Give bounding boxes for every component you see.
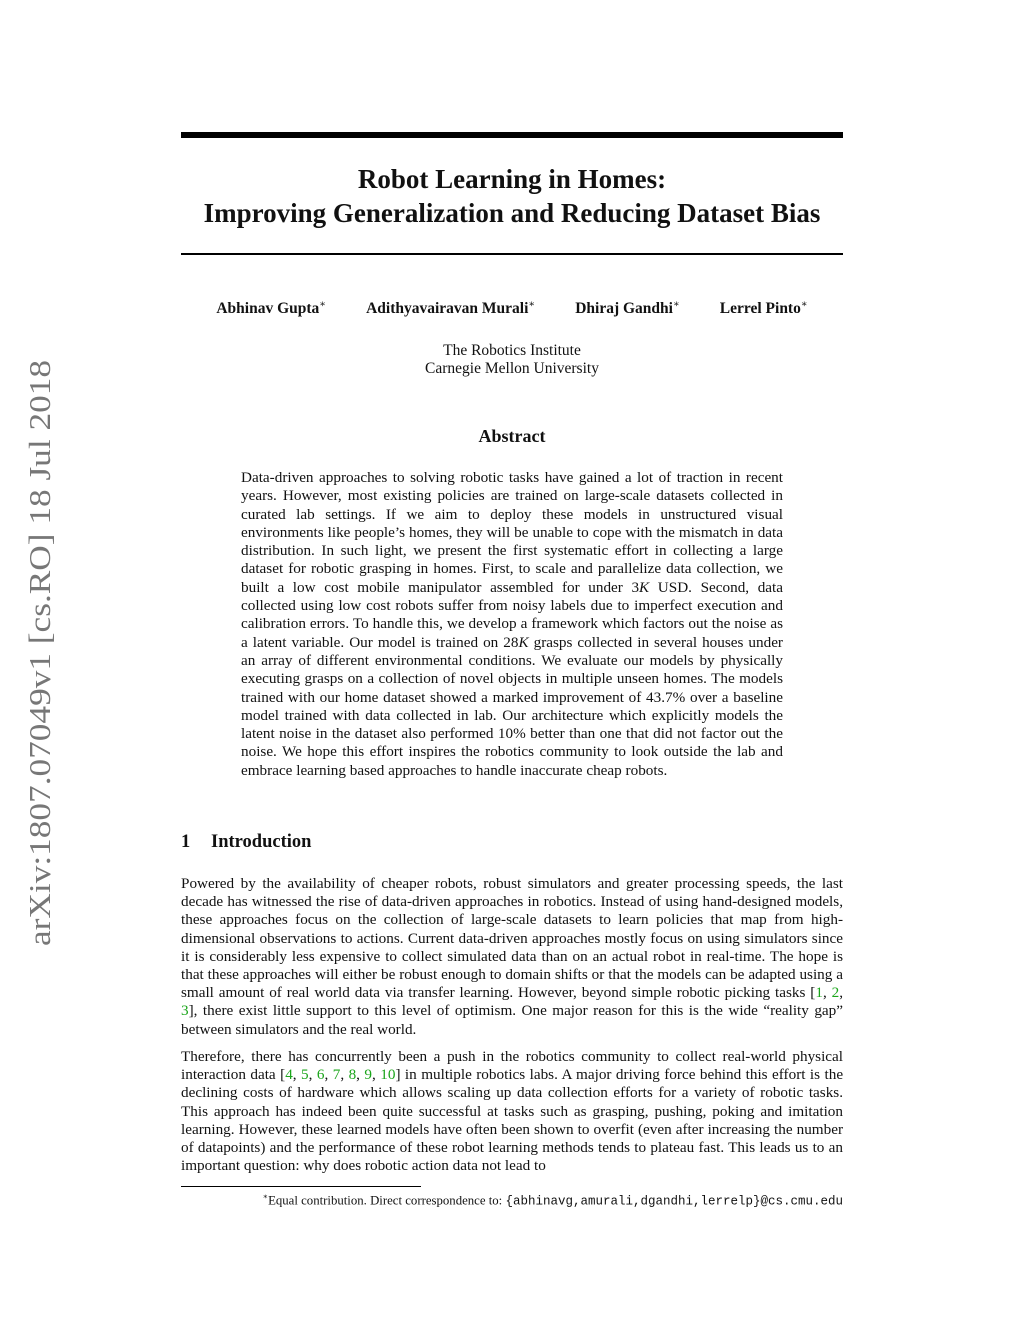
arxiv-identifier: arXiv:1807.07049v1 [cs.RO] 18 Jul 2018 — [22, 431, 57, 946]
affiliation — [181, 342, 843, 378]
section-heading-introduction: 1 Introduction — [181, 832, 312, 852]
citation-link[interactable]: 7 — [332, 1066, 341, 1084]
contact-email: {abhinavg,amurali,dgandhi,lerrelp}@cs.cmu.edu — [505, 1194, 843, 1209]
affiliation-line-2: Carnegie Mellon University — [425, 360, 599, 377]
intro-paragraph-2: Therefore, there has concurrently been a push in the robotics community to collect real-world physical interaction data [4, 5, 6, 7, 8, 9, 10] in multiple robotics labs. A major driving force behind this effort is the declining costs of hardware which allows scaling up data collection efforts for a variety of robotic tasks. This approach has indeed been quite successful at tasks such as grasping, pushing, poking and imitation learning. However, these learned models have often been shown to overfit (even after increasing the number of datapoints) and the performance of these robot learning methods tends to plateau fast. This leads us to an important question: why does robotic action data not lead to — [181, 1048, 844, 1175]
arxiv-sidebar-stamp — [10, 358, 60, 948]
author-name: Dhiraj Gandhi∗ — [575, 299, 680, 318]
citation-link[interactable]: 6 — [316, 1066, 325, 1084]
author-name: Abhinav Gupta∗ — [216, 299, 327, 318]
citation-link[interactable]: 10 — [380, 1066, 396, 1084]
abstract-body: Data-driven approaches to solving robotic tasks have gained a lot of traction in recent years. However, most existing policies are trained on large-scale datasets collected in curated lab settings. If we aim to deploy these models in unstructured visual environments like people’s homes, they will be unable to cope with the mismatch in data distribution. In such light, we present the first systematic effort in collecting a large dataset for robotic grasping in homes. First, to scale and parallelize data collection, we built a low cost mobile manipulator assembled for under 3K USD. Second, data collected using low cost robots suffer from noisy labels due to imperfect execution and calibration errors. To handle this, we develop a framework which factors out the noise as a latent variable. Our model is trained on 28K grasps collected in several houses under an array of different environmental conditions. We evaluate our models by physically executing grasps on a collection of novel objects in multiple unseen homes. The models trained with our home dataset showed a marked improvement of 43.7% over a baseline model trained with data collected in lab. Our architecture which explicitly models the latent noise in the dataset also performed 10% better than one that did not factor out the noise. We hope this effort inspires the robotics community to look outside the lab and embrace learning based approaches to handle inaccurate cheap robots. — [241, 469, 784, 779]
author-name: Adithyavairavan Murali∗ — [366, 299, 536, 318]
affiliation-line-1: The Robotics Institute — [443, 342, 581, 359]
title-rule-top — [181, 132, 843, 138]
footnote-rule — [181, 1186, 421, 1187]
citation-link[interactable]: 5 — [301, 1066, 309, 1084]
citation-link[interactable]: 1 — [815, 984, 823, 1002]
citation-link[interactable]: 4 — [285, 1066, 293, 1084]
citation-link[interactable]: 2 — [831, 984, 840, 1002]
paper-title — [181, 162, 843, 230]
author-name: Lerrel Pinto∗ — [719, 299, 808, 318]
title-line-1: Robot Learning in Homes: — [357, 164, 667, 194]
citation-link[interactable]: 3 — [181, 1002, 189, 1020]
title-rule-bottom — [181, 253, 843, 255]
author-list — [181, 299, 843, 318]
footnote: ∗Equal contribution. Direct correspondence to: {abhinavg,amurali,dgandhi,lerrelp}@cs.cmu.edu — [262, 1192, 843, 1209]
intro-paragraph-1: Powered by the availability of cheaper robots, robust simulators and greater processing speeds, the last decade has witnessed the rise of data-driven approaches in robotics. Instead of using hand-designed models, these approaches focus on the collection of large-scale datasets to learn policies that map from high-dimensional observations to actions. Current data-driven approaches mostly focus on using simulators since it is considerably less expensive to collect simulated data than on an actual robot in real-time. The hope is that these approaches will either be robust enough to domain shifts or that the models can be adapted using a small amount of real world data via transfer learning. However, beyond simple robotic picking tasks [1, 2, 3], there exist little support to this level of optimism. One major reason for this is the wide “reality gap” between simulators and the real world. — [181, 875, 844, 1038]
citation-link[interactable]: 9 — [364, 1066, 372, 1084]
title-line-2: Improving Generalization and Reducing Dataset Bias — [203, 198, 821, 228]
abstract-heading: Abstract — [478, 426, 546, 446]
citation-link[interactable]: 8 — [348, 1066, 357, 1084]
